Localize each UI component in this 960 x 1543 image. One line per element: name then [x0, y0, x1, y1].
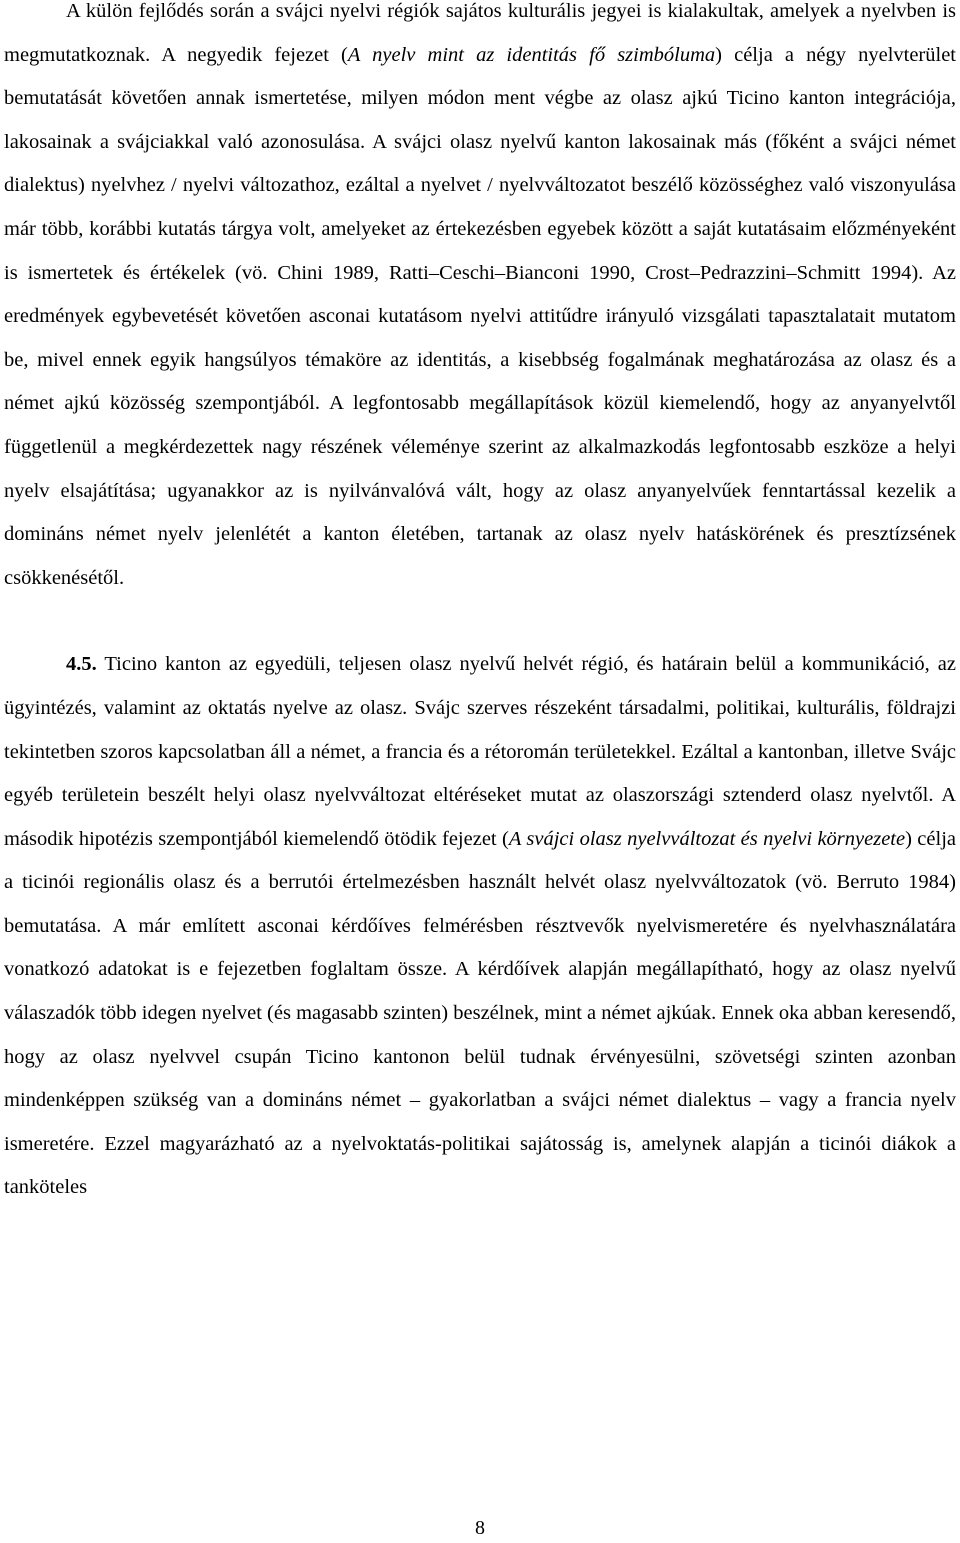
body-paragraph	[4, 0, 956, 600]
paragraph-text: ) célja a négy nyelvterület bemutatását követően annak ismertetése, milyen módon ment végbe az olasz ajkú Ticino kanton integrációja, lakosainak a svájciakkal való azonosulása. A svájci olasz nyelvű kanton lakosainak más (főként a svájci német dialektus) nyelvhez / nyelvi változathoz, ezáltal a nyelvet / nyelvváltozatot beszélő közösséghez való viszonyulása már több, korábbi kutatás tárgya volt, amelyeket az értekezésben egyebek között a saját kutatásaim előzményeként is ismertetek és értékelek (vö. Chini 1989, Ratti–Ceschi–Bianconi 1990, Crost–Pedrazzini–Schmitt 1994). Az eredmények egybevetését követően asconai kutatásom nyelvi attitűdre irányuló vizsgálati tapasztalatait mutatom be, mivel ennek egyik hangsúlyos témaköre az identitás, a kisebbség fogalmának meghatározása az olasz és a német ajkú közösség szempontjából. A legfontosabb megállapítások közül kiemelendő, hogy az anyanyelvtől függetlenül a megkérdezettek nagy részének véleménye szerint az alkalmazkodás legfontosabb eszköze a helyi nyelv elsajátítása; ugyanakkor az is nyilvánvalóvá vált, hogy az olasz anyanyelvűek fenntartással kezelik a domináns német nyelv jelenlétét a kanton életében, tartanak az olasz nyelv hatáskörének és presztízsének csökkenésétől.	[4, 43, 956, 589]
paragraph-text: A külön fejlődés során a svájci nyelvi régiók sajátos kulturális jegyei is kialakultak, amelyek a nyelvben is megmutatkoznak. A negyedik fejezet (	[4, 0, 956, 66]
page-number: 8	[475, 1517, 485, 1539]
paragraph-text: ) célja a ticinói regionális olasz és a berrutói értelmezésben használt helvét olasz nyelvváltozatok (vö. Berruto 1984) bemutatása. A már említett asconai kérdőíves felmérésben résztvevők nyelvismeretére és nyelvhasználatára vonatkozó adatokat is e fejezetben foglaltam össze. A kérdőívek alapján megállapítható, hogy az olasz nyelvű válaszadók több idegen nyelvet (és magasabb szinten) beszélnek, mint a német ajkúak. Ennek oka abban keresendő, hogy az olasz nyelvvel csupán Ticino kantonon belül tudnak érvényesülni, szövetségi szinten azonban mindenképpen szükség van a domináns német – gyakorlatban a svájci német dialektus – vagy a francia nyelv ismeretére. Ezzel magyarázható az a nyelvoktatás-politikai sajátosság is, amelynek alapján a ticinói diákok a tanköteles	[4, 827, 956, 1199]
paragraph-text: Ticino kanton az egyedüli, teljesen olasz nyelvű helvét régió, és határain belül a kommunikáció, az ügyintézés, valamint az oktatás nyelve az olasz. Svájc szerves részeként társadalmi, politikai, kulturális, földrajzi tekintetben szoros kapcsolatban áll a német, a francia és a rétoromán területekkel. Ezáltal a kantonban, illetve Svájc egyéb területein beszélt helyi olasz nyelvváltozat eltéréseket mutat az olaszországi sztenderd olasz nyelvtől. A második hipotézis szempontjából kiemelendő ötödik fejezet (	[4, 653, 956, 850]
section-number: 4.5.	[66, 653, 97, 676]
chapter-title-italic: A nyelv mint az identitás fő szimbóluma	[347, 43, 716, 66]
section-paragraph	[4, 643, 956, 1210]
chapter-title-italic: A svájci olasz nyelvváltozat és nyelvi környezete	[508, 827, 906, 850]
document-page	[4, 0, 956, 1210]
